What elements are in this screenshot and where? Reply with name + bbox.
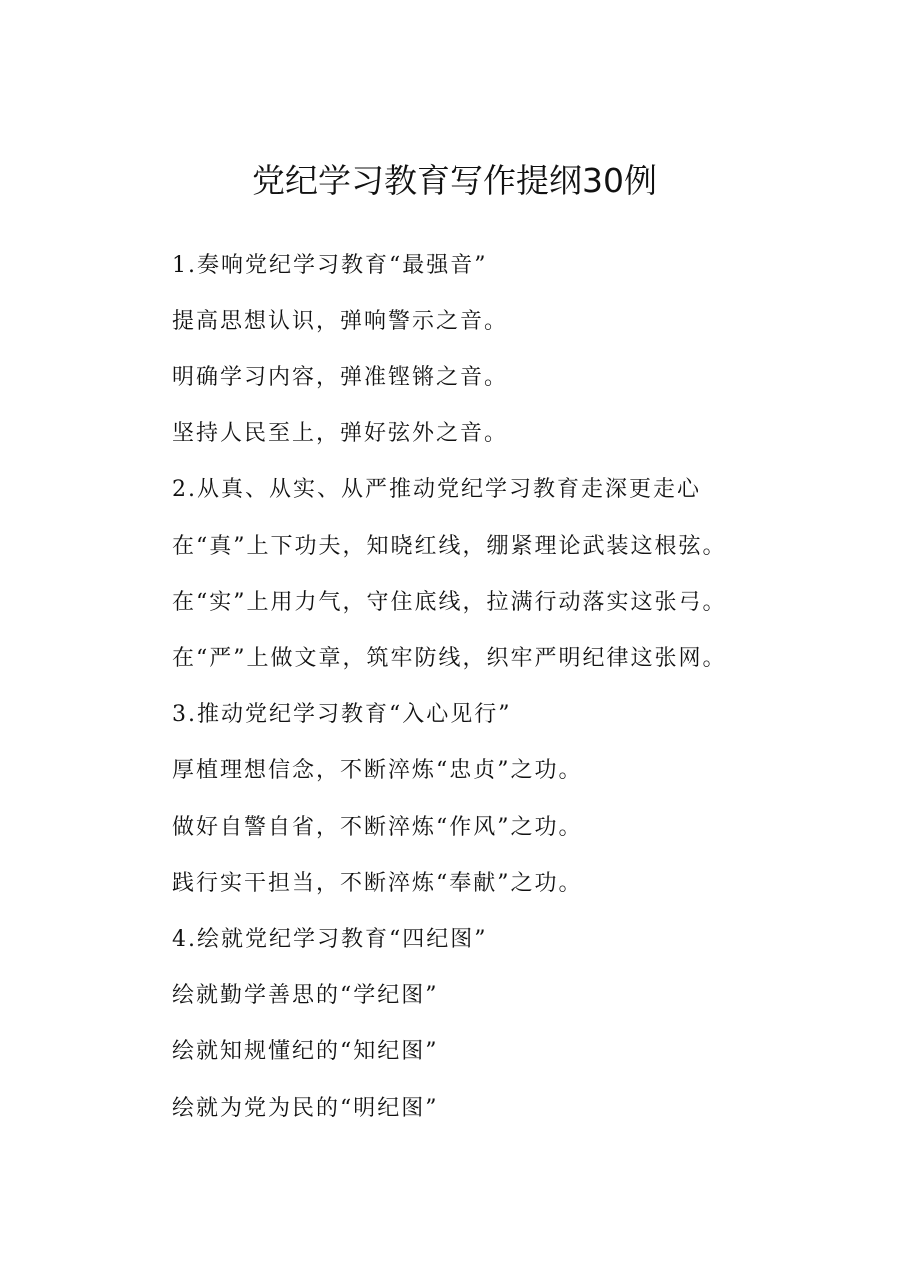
text-line: 在“严”上做文章，筑牢防线，织牢严明纪律这张网。: [172, 646, 727, 671]
text-line: 在“实”上用力气，守住底线，拉满行动落实这张弓。: [172, 590, 727, 615]
section-heading-4: 4.绘就党纪学习教育“四纪图”: [172, 927, 488, 952]
text-line: 绘就知规懂纪的“知纪图”: [172, 1039, 439, 1064]
text-line: 厚植理想信念，不断淬炼“忠贞”之功。: [172, 758, 583, 783]
text-line: 坚持人民至上，弹好弦外之音。: [172, 421, 509, 446]
document-title: 党纪学习教育写作提纲30例: [252, 161, 657, 200]
text-line: 绘就为党为民的“明纪图”: [172, 1096, 439, 1121]
text-line: 做好自警自省，不断淬炼“作风”之功。: [172, 815, 583, 840]
section-heading-2: 2.从真、从实、从严推动党纪学习教育走深更走心: [172, 477, 701, 502]
text-line: 明确学习内容，弹准铿锵之音。: [172, 365, 509, 390]
text-line: 绘就勤学善思的“学纪图”: [172, 983, 439, 1008]
text-line: 践行实干担当，不断淬炼“奉献”之功。: [172, 871, 583, 896]
text-line: 提高思想认识，弹响警示之音。: [172, 309, 509, 334]
section-heading-1: 1.奏响党纪学习教育“最强音”: [172, 253, 488, 278]
text-line: 在“真”上下功夫，知晓红线，绷紧理论武装这根弦。: [172, 534, 727, 559]
section-heading-3: 3.推动党纪学习教育“入心见行”: [172, 702, 512, 727]
